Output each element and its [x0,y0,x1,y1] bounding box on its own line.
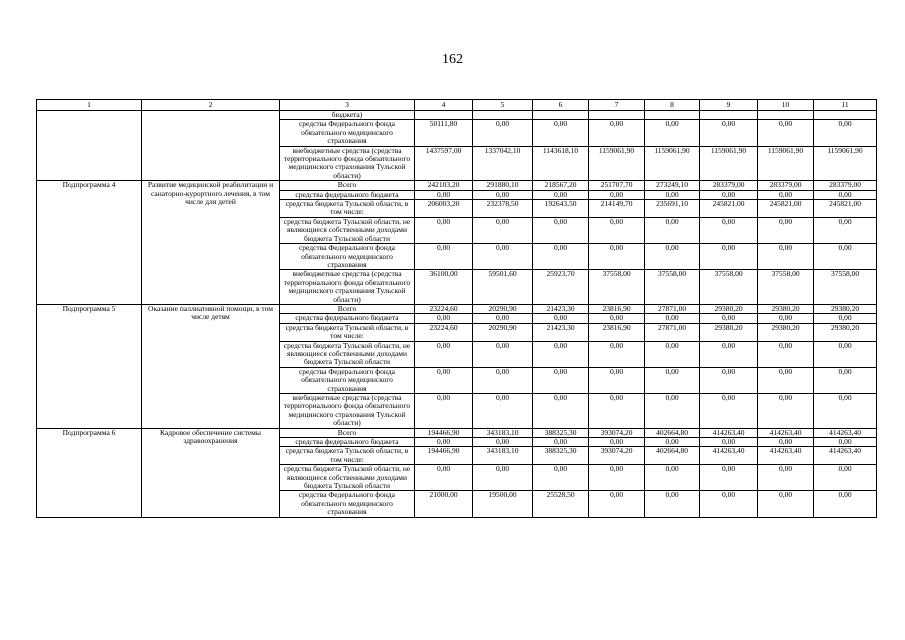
funding-source-cell: средства федерального бюджета [280,190,415,199]
amount-cell: 0,00 [700,120,758,146]
amount-cell: 0,00 [700,394,758,429]
amount-cell: 0,00 [473,341,533,367]
header-cell: 2 [142,100,280,111]
amount-cell: 0,00 [589,190,645,199]
funding-source-cell: средства бюджета Тульской области, в том числе: [280,200,415,218]
amount-cell: 251707,70 [589,181,645,190]
amount-cell: 0,00 [700,314,758,323]
amount-cell: 0,00 [700,465,758,491]
amount-cell: 0,00 [589,120,645,146]
budget-table [36,99,877,518]
amount-cell: 20290,90 [473,304,533,313]
program-cell: Подпрограмма 4 [37,181,142,305]
amount-cell: 0,00 [473,394,533,429]
header-row [37,100,877,111]
amount-cell: 343183,10 [473,428,533,437]
amount-cell: 0,00 [645,314,700,323]
amount-cell: 0,00 [814,314,877,323]
amount-cell: 0,00 [533,120,589,146]
program-cell: Подпрограмма 6 [37,428,142,517]
amount-cell: 23224,60 [415,323,473,341]
amount-cell: 0,00 [645,367,700,393]
amount-cell: 393074,20 [589,428,645,437]
amount-cell: 0,00 [700,190,758,199]
amount-cell: 0,00 [758,438,814,447]
amount-cell: 0,00 [758,341,814,367]
amount-cell: 0,00 [645,491,700,517]
amount-cell: 21423,30 [533,323,589,341]
amount-cell: 37558,00 [814,270,877,305]
amount-cell: 0,00 [814,491,877,517]
amount-cell: 0,00 [645,394,700,429]
amount-cell: 245821,00 [758,200,814,218]
funding-source-cell: внебюджетные средства (средства территориального фонда обязательного медицинского страхования Тульской области) [280,270,415,305]
amount-cell: 0,00 [473,244,533,270]
amount-cell: 0,00 [589,341,645,367]
amount-cell: 37558,00 [758,270,814,305]
amount-cell: 1143618,10 [533,146,589,181]
amount-cell: 0,00 [415,465,473,491]
program-name-cell: Оказание паллиативной помощи, в том числе детям [142,304,280,428]
amount-cell: 59501,60 [473,270,533,305]
amount-cell: 0,00 [645,438,700,447]
funding-source-cell: внебюджетные средства (средства территориального фонда обязательного медицинского страхования Тульской области) [280,146,415,181]
program-cell [37,111,142,181]
amount-cell: 25528,50 [533,491,589,517]
amount-cell: 50111,80 [415,120,473,146]
amount-cell: 27871,00 [645,304,700,313]
amount-cell: 388325,30 [533,428,589,437]
amount-cell: 0,00 [533,465,589,491]
amount-cell: 27871,00 [645,323,700,341]
amount-cell: 0,00 [814,217,877,243]
amount-cell: 283379,00 [700,181,758,190]
amount-cell: 194466,90 [415,447,473,465]
amount-cell: 232378,50 [473,200,533,218]
amount-cell: 0,00 [473,217,533,243]
amount-cell: 414263,40 [758,447,814,465]
amount-cell: 0,00 [533,394,589,429]
amount-cell: 0,00 [758,491,814,517]
amount-cell: 36100,00 [415,270,473,305]
amount-cell: 0,00 [589,465,645,491]
header-cell: 1 [37,100,142,111]
amount-cell: 414263,40 [700,447,758,465]
funding-source-cell: средства бюджета Тульской области, в том числе: [280,447,415,465]
funding-source-cell: Всего [280,304,415,313]
amount-cell: 0,00 [700,367,758,393]
program-name-cell: Кадровое обеспечение системы здравоохранения [142,428,280,517]
amount-cell: 245821,00 [700,200,758,218]
amount-cell: 242103,20 [415,181,473,190]
amount-cell: 29380,20 [814,323,877,341]
amount-cell: 0,00 [415,438,473,447]
amount-cell: 0,00 [415,217,473,243]
funding-source-cell: средства федерального бюджета [280,314,415,323]
table-row [37,304,877,313]
amount-cell: 0,00 [533,217,589,243]
amount-cell: 0,00 [473,314,533,323]
amount-cell: 0,00 [415,394,473,429]
amount-cell: 0,00 [589,438,645,447]
amount-cell: 37558,00 [700,270,758,305]
amount-cell: 0,00 [814,120,877,146]
amount-cell: 0,00 [700,491,758,517]
header-cell: 9 [700,100,758,111]
funding-source-cell: средства Федерального фонда обязательного медицинского страхования [280,120,415,146]
amount-cell: 0,00 [589,367,645,393]
funding-source-cell: средства Федерального фонда обязательного медицинского страхования [280,491,415,517]
amount-cell: 273249,10 [645,181,700,190]
amount-cell: 20290,90 [473,323,533,341]
amount-cell: 19500,00 [473,491,533,517]
amount-cell: 0,00 [533,190,589,199]
funding-source-cell: средства бюджета Тульской области, не являющиеся собственными доходами бюджета Тульской области [280,341,415,367]
program-cell: Подпрограмма 5 [37,304,142,428]
funding-source-cell: средства Федерального фонда обязательного медицинского страхования [280,367,415,393]
amount-cell: 0,00 [645,190,700,199]
amount-cell: 343183,10 [473,447,533,465]
amount-cell: 0,00 [473,465,533,491]
amount-cell: 0,00 [415,314,473,323]
amount-cell: 414263,40 [758,428,814,437]
amount-cell: 218567,20 [533,181,589,190]
amount-cell: 0,00 [533,314,589,323]
funding-source-cell: внебюджетные средства (средства территориального фонда обязательного медицинского страхования Тульской области) [280,394,415,429]
amount-cell: 0,00 [645,217,700,243]
funding-source-cell: средства федерального бюджета [280,438,415,447]
amount-cell: 0,00 [473,190,533,199]
amount-cell: 0,00 [814,190,877,199]
amount-cell: 291880,10 [473,181,533,190]
header-cell: 5 [473,100,533,111]
amount-cell: 0,00 [700,217,758,243]
funding-source-cell: средства бюджета Тульской области, в том числе: [280,323,415,341]
amount-cell: 0,00 [700,244,758,270]
funding-source-cell: средства бюджета Тульской области, не являющиеся собственными доходами бюджета Тульской области [280,217,415,243]
amount-cell: 0,00 [758,120,814,146]
amount-cell: 0,00 [533,244,589,270]
amount-cell: 0,00 [589,217,645,243]
funding-source-cell: Всего [280,428,415,437]
amount-cell: 0,00 [700,438,758,447]
amount-cell: 29380,20 [700,323,758,341]
amount-cell: 1159061,90 [589,146,645,181]
header-cell: 7 [589,100,645,111]
amount-cell: 23816,90 [589,323,645,341]
amount-cell: 29380,20 [814,304,877,313]
amount-cell: 0,00 [533,341,589,367]
amount-cell: 0,00 [758,465,814,491]
funding-source-cell: бюджета) [280,111,415,120]
amount-cell: 0,00 [533,367,589,393]
amount-cell: 283379,00 [814,181,877,190]
amount-cell: 0,00 [589,491,645,517]
amount-cell: 25923,70 [533,270,589,305]
amount-cell: 388325,30 [533,447,589,465]
amount-cell: 0,00 [589,314,645,323]
amount-cell: 402664,80 [645,447,700,465]
table-body [37,111,877,518]
header-cell: 8 [645,100,700,111]
header-cell: 3 [280,100,415,111]
table-row [37,428,877,437]
amount-cell: 192643,50 [533,200,589,218]
amount-cell: 206003,20 [415,200,473,218]
amount-cell: 1337042,10 [473,146,533,181]
amount-cell: 214149,70 [589,200,645,218]
amount-cell: 0,00 [814,394,877,429]
amount-cell: 0,00 [814,367,877,393]
amount-cell: 21423,30 [533,304,589,313]
amount-cell: 1159061,90 [645,146,700,181]
amount-cell: 0,00 [645,341,700,367]
header-cell: 10 [758,100,814,111]
amount-cell: 23816,90 [589,304,645,313]
amount-cell: 0,00 [533,438,589,447]
amount-cell: 0,00 [814,465,877,491]
header-cell: 11 [814,100,877,111]
amount-cell: 0,00 [645,120,700,146]
amount-cell: 23224,60 [415,304,473,313]
amount-cell: 37558,00 [589,270,645,305]
amount-cell: 0,00 [645,465,700,491]
amount-cell: 1159061,90 [814,146,877,181]
amount-cell: 194466,90 [415,428,473,437]
amount-cell: 0,00 [415,244,473,270]
amount-cell: 0,00 [415,367,473,393]
page-number: 162 [442,52,463,67]
amount-cell: 283379,00 [758,181,814,190]
amount-cell: 0,00 [814,244,877,270]
amount-cell: 393074,20 [589,447,645,465]
amount-cell: 29380,20 [700,304,758,313]
amount-cell: 0,00 [473,438,533,447]
funding-source-cell: средства Федерального фонда обязательного медицинского страхования [280,244,415,270]
header-cell: 6 [533,100,589,111]
amount-cell: 0,00 [758,244,814,270]
program-name-cell [142,111,280,181]
funding-source-cell: средства бюджета Тульской области, не являющиеся собственными доходами бюджета Тульской области [280,465,415,491]
amount-cell: 0,00 [415,190,473,199]
amount-cell: 1437597,00 [415,146,473,181]
amount-cell: 414263,40 [700,428,758,437]
amount-cell: 0,00 [700,341,758,367]
amount-cell: 37558,00 [645,270,700,305]
amount-cell: 245821,00 [814,200,877,218]
amount-cell: 414263,40 [814,447,877,465]
amount-cell: 0,00 [415,341,473,367]
amount-cell: 0,00 [814,341,877,367]
program-name-cell: Развитие медицинской реабилитации и санаторно-курортного лечения, в том числе для детей [142,181,280,305]
table-row [37,181,877,190]
amount-cell: 0,00 [589,244,645,270]
amount-cell: 0,00 [758,190,814,199]
amount-cell: 21000,00 [415,491,473,517]
funding-source-cell: Всего [280,181,415,190]
amount-cell: 0,00 [473,120,533,146]
amount-cell: 0,00 [645,244,700,270]
amount-cell: 0,00 [758,217,814,243]
amount-cell: 29380,20 [758,304,814,313]
amount-cell: 402664,80 [645,428,700,437]
amount-cell: 414263,40 [814,428,877,437]
amount-cell: 0,00 [814,438,877,447]
amount-cell: 29380,20 [758,323,814,341]
header-cell: 4 [415,100,473,111]
amount-cell: 0,00 [758,394,814,429]
amount-cell: 0,00 [758,367,814,393]
amount-cell: 0,00 [473,367,533,393]
amount-cell: 1159061,90 [700,146,758,181]
amount-cell: 0,00 [589,394,645,429]
amount-cell: 235691,10 [645,200,700,218]
amount-cell: 0,00 [758,314,814,323]
amount-cell: 1159061,90 [758,146,814,181]
